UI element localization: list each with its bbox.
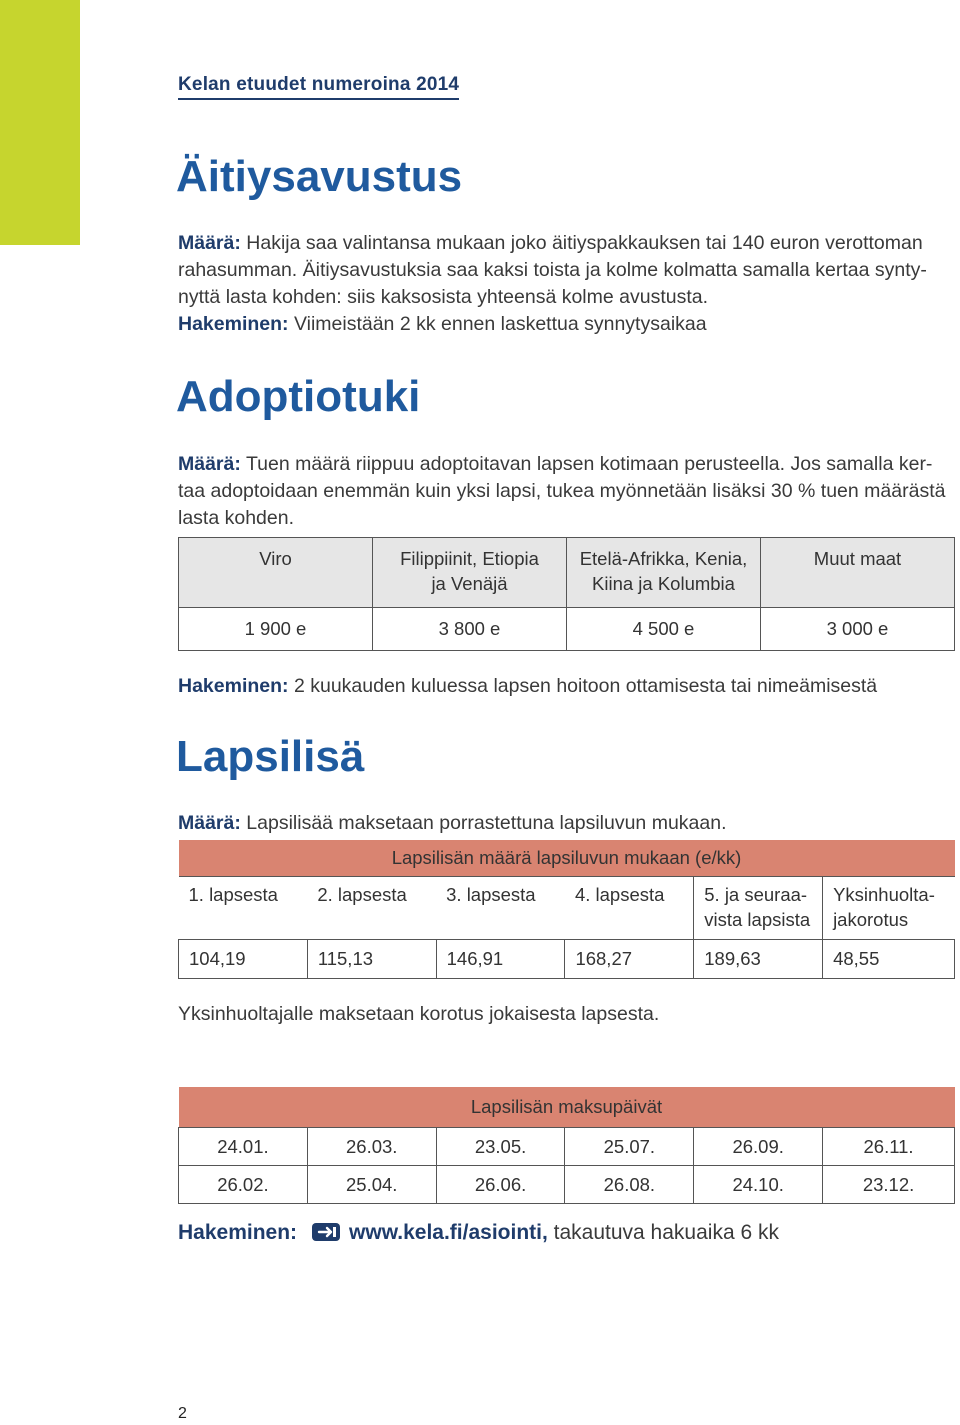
table-cell: 168,27 (565, 940, 694, 979)
table-cell: 26.09. (694, 1128, 823, 1166)
table-header-cell: Muut maat (761, 538, 955, 608)
table-caption-row (179, 840, 955, 877)
table-row (179, 1128, 955, 1166)
table-header-cell: 4. lapsesta (565, 877, 694, 940)
maara-text: Lapsilisää maksetaan porrastettuna lapsiluvun mukaan. (240, 812, 727, 834)
child-benefit-table (178, 840, 955, 979)
page-number: 2 (178, 1405, 187, 1422)
table-cell: 3 800 e (373, 608, 567, 651)
table-cell: 24.10. (694, 1166, 823, 1204)
table-header-cell: Yksinhuolta- jakorotus (823, 877, 955, 940)
document-header: Kelan etuudet numeroina 2014 (178, 74, 459, 100)
aitiysavustus-maara-paragraph (178, 230, 958, 338)
table-cell: 23.12. (823, 1166, 955, 1204)
table-cell: 25.04. (307, 1166, 436, 1204)
table-cell: 1 900 e (179, 608, 373, 651)
hakeminen-text: 2 kuukauden kuluessa lapsen hoitoon ottamisesta tai nimeämisestä (288, 675, 878, 697)
table-cell: 26.11. (823, 1128, 955, 1166)
table-cell: 3 000 e (761, 608, 955, 651)
maara-text-line: lasta kohden. (178, 507, 295, 529)
maara-text-line: nyttä lasta kohden: siis kaksosista yhteensä kolme avustusta. (178, 286, 709, 308)
maara-label: Määrä: (178, 453, 241, 475)
table-row (179, 940, 955, 979)
section-title-aitiysavustus: Äitiysavustus (176, 152, 463, 201)
table-cell: 26.06. (436, 1166, 565, 1204)
lapsilisa-maara-paragraph (178, 810, 958, 837)
green-side-tab (0, 0, 80, 245)
table-cell: 115,13 (307, 940, 436, 979)
kela-asiointi-link[interactable]: www.kela.fi/asiointi, (349, 1221, 548, 1244)
payment-days-table (178, 1087, 955, 1204)
hakeminen-text: Viimeistään 2 kk ennen laskettua synnytysaikaa (288, 313, 707, 335)
table-header-row (179, 538, 955, 608)
table-cell: 23.05. (436, 1128, 565, 1166)
table-row (179, 608, 955, 651)
hakeminen-label: Hakeminen: (178, 313, 289, 335)
maara-text-line: Hakija saa valintansa mukaan joko äitiyspakkauksen tai 140 euron verottoman (240, 232, 923, 254)
table-caption: Lapsilisän maksupäivät (179, 1087, 955, 1128)
maara-text-line: taa adoptoidaan enemmän kuin yksi lapsi, tukea myönnetään lisäksi 30 % tuen määrästä (178, 480, 946, 502)
maara-label: Määrä: (178, 812, 241, 834)
adoptiotuki-maara-paragraph (178, 451, 958, 532)
table-header-cell: 5. ja seuraa- vista lapsista (694, 877, 823, 940)
table-header-cell: 3. lapsesta (436, 877, 565, 940)
table-cell: 26.02. (179, 1166, 308, 1204)
table-cell: 104,19 (179, 940, 308, 979)
table-header-cell: 2. lapsesta (307, 877, 436, 940)
table-header-cell: Etelä-Afrikka, Kenia, Kiina ja Kolumbia (567, 538, 761, 608)
table-header-cell: Viro (179, 538, 373, 608)
table-cell: 48,55 (823, 940, 955, 979)
hakeminen-label: Hakeminen: (178, 1221, 298, 1244)
section-title-adoptiotuki: Adoptiotuki (176, 372, 421, 421)
lapsilisa-hakeminen (178, 1219, 958, 1246)
maara-label: Määrä: (178, 232, 241, 254)
table-cell: 24.01. (179, 1128, 308, 1166)
table-row (179, 1166, 955, 1204)
adoption-amount-table (178, 537, 955, 651)
table-cell: 146,91 (436, 940, 565, 979)
table-cell: 26.03. (307, 1128, 436, 1166)
section-title-lapsilisa: Lapsilisä (176, 732, 365, 781)
table-cell: 189,63 (694, 940, 823, 979)
table-cell: 25.07. (565, 1128, 694, 1166)
table-caption-row (179, 1087, 955, 1128)
single-parent-note: Yksinhuoltajalle maksetaan korotus jokaisesta lapsesta. (178, 1003, 660, 1025)
hakeminen-text: takautuva hakuaika 6 kk (547, 1221, 779, 1244)
table-cell: 26.08. (565, 1166, 694, 1204)
adoptiotuki-hakeminen (178, 673, 958, 700)
table-header-cell: 1. lapsesta (179, 877, 308, 940)
table-caption: Lapsilisän määrä lapsiluvun mukaan (e/kk) (179, 840, 955, 877)
maara-text-line: Tuen määrä riippuu adoptoitavan lapsen kotimaan perusteella. Jos samalla ker- (240, 453, 933, 475)
table-cell: 4 500 e (567, 608, 761, 651)
table-header-cell: Filippiinit, Etiopia ja Venäjä (373, 538, 567, 608)
table-header-row (179, 877, 955, 940)
maara-text-line: rahasumman. Äitiysavustuksia saa kaksi toista ja kolme kolmatta samalla kertaa synty- (178, 259, 927, 281)
online-service-icon (311, 1221, 343, 1243)
hakeminen-label: Hakeminen: (178, 675, 289, 697)
